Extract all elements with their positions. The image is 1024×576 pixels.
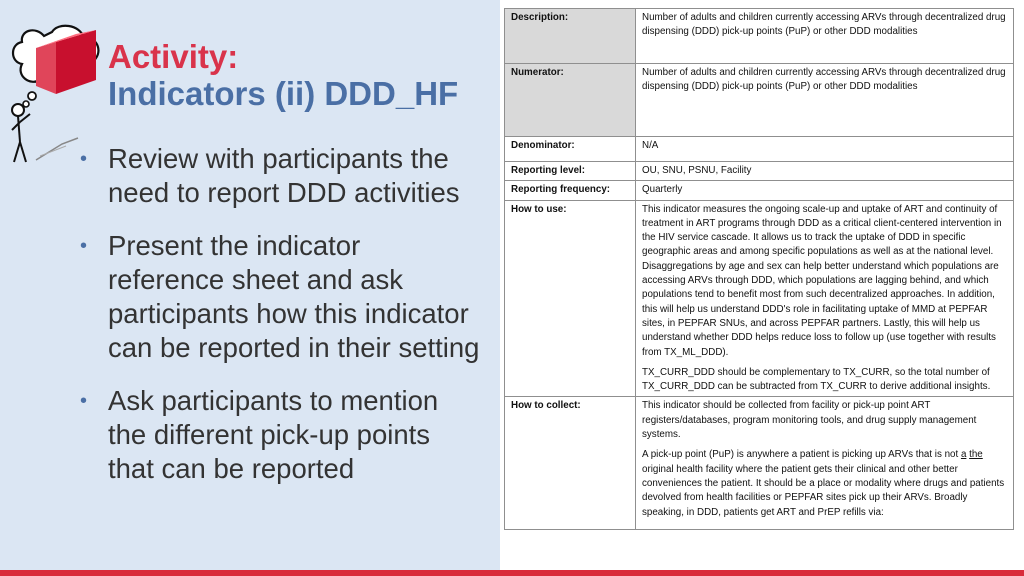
table-row: [505, 64, 1014, 137]
row-label: How to collect:: [505, 397, 636, 530]
bottom-accent-bar: [0, 570, 1024, 576]
how-to-use-paragraph: This indicator measures the ongoing scale-up and uptake of ART and continuity of treatment in ART programs through DDD as a critical client-centered intervention in the HIV service cascade. It allows us to track the uptake of DDD in specific geographic areas and among specific populations as well as at the national level. Disaggregations by age and sex can help better understand which populations are accessing ARVs through DDD, which populations are lagging behind, and which populations tend to benefit most from such decentralized approaches. In addition, this will help us understand DDD's role in facilitating uptake of MMD at PEPFAR sites, in PEPFAR SNUs, and across PEPFAR partners. Lastly, this will help us understand whether DDD helps reduce loss to follow up (use together with results from TX_ML_DDD).: [642, 203, 1002, 358]
bullet-dot-icon: •: [80, 235, 88, 257]
how-to-collect-paragraph: [642, 448, 1007, 519]
bullet-text: Present the indicator reference sheet and ask participants how this indicator can be reported in their setting: [108, 230, 480, 363]
row-value: [636, 397, 1014, 530]
bullet-text: Ask participants to mention the different pick-up points that can be reported: [108, 385, 439, 484]
title-line-indicator: Indicators (ii) DDD_HF: [108, 75, 459, 112]
bullet-dot-icon: •: [80, 148, 88, 170]
row-label: Numerator:: [505, 64, 636, 137]
bullet-dot-icon: •: [80, 390, 88, 412]
indicator-reference-table: [504, 8, 1014, 530]
row-label: How to use:: [505, 200, 636, 397]
text-segment: A pick-up point (PuP) is anywhere a patient is picking up ARVs that is not: [642, 449, 961, 461]
table-row: [505, 200, 1014, 397]
bullet-item: [80, 384, 480, 486]
row-value: OU, SNU, PSNU, Facility: [636, 162, 1014, 181]
row-value: N/A: [636, 137, 1014, 162]
table-row: [505, 397, 1014, 530]
table-row: [505, 137, 1014, 162]
row-label: Reporting level:: [505, 162, 636, 181]
how-to-use-paragraph: TX_CURR_DDD should be complementary to TX_CURR, so the total number of TX_CURR_DDD can be subtracted from TX_CURR to derive additional insights.: [642, 366, 991, 393]
underlined-word: the: [969, 449, 983, 461]
row-value: Quarterly: [636, 181, 1014, 200]
how-to-collect-paragraph: This indicator should be collected from facility or pick-up point ART registers/databases, program monitoring tools, and drug supply management systems.: [642, 400, 977, 441]
text-segment: original health facility where the patient gets their clinical and other better conveniences the patient. It should be a place or modality where drugs and patients devolved from health facilities or PEPFAR sites pick up their ARVs. Broadly speaking, in DDD, patients get ART and PrEP refills via:: [642, 463, 1005, 518]
underlined-word: a: [960, 449, 967, 461]
bullet-text: Review with participants the need to report DDD activities: [108, 143, 460, 208]
bullet-list: [80, 142, 480, 505]
row-label: Denominator:: [505, 137, 636, 162]
row-label: Description:: [505, 9, 636, 64]
row-value: [636, 200, 1014, 397]
row-value: Number of adults and children currently accessing ARVs through decentralized drug dispensing (DDD) pick-up points (PuP) or other DDD modalities: [636, 9, 1014, 64]
table-row: [505, 181, 1014, 200]
row-value: Number of adults and children currently accessing ARVs through decentralized drug dispensing (DDD) pick-up points (PuP) or other DDD modalities: [636, 64, 1014, 137]
slide-title: [108, 38, 458, 112]
row-label: Reporting frequency:: [505, 181, 636, 200]
bullet-item: [80, 142, 480, 210]
table-row: [505, 9, 1014, 64]
table-row: [505, 162, 1014, 181]
title-line-activity: Activity:: [108, 38, 239, 75]
bullet-item: [80, 229, 480, 365]
